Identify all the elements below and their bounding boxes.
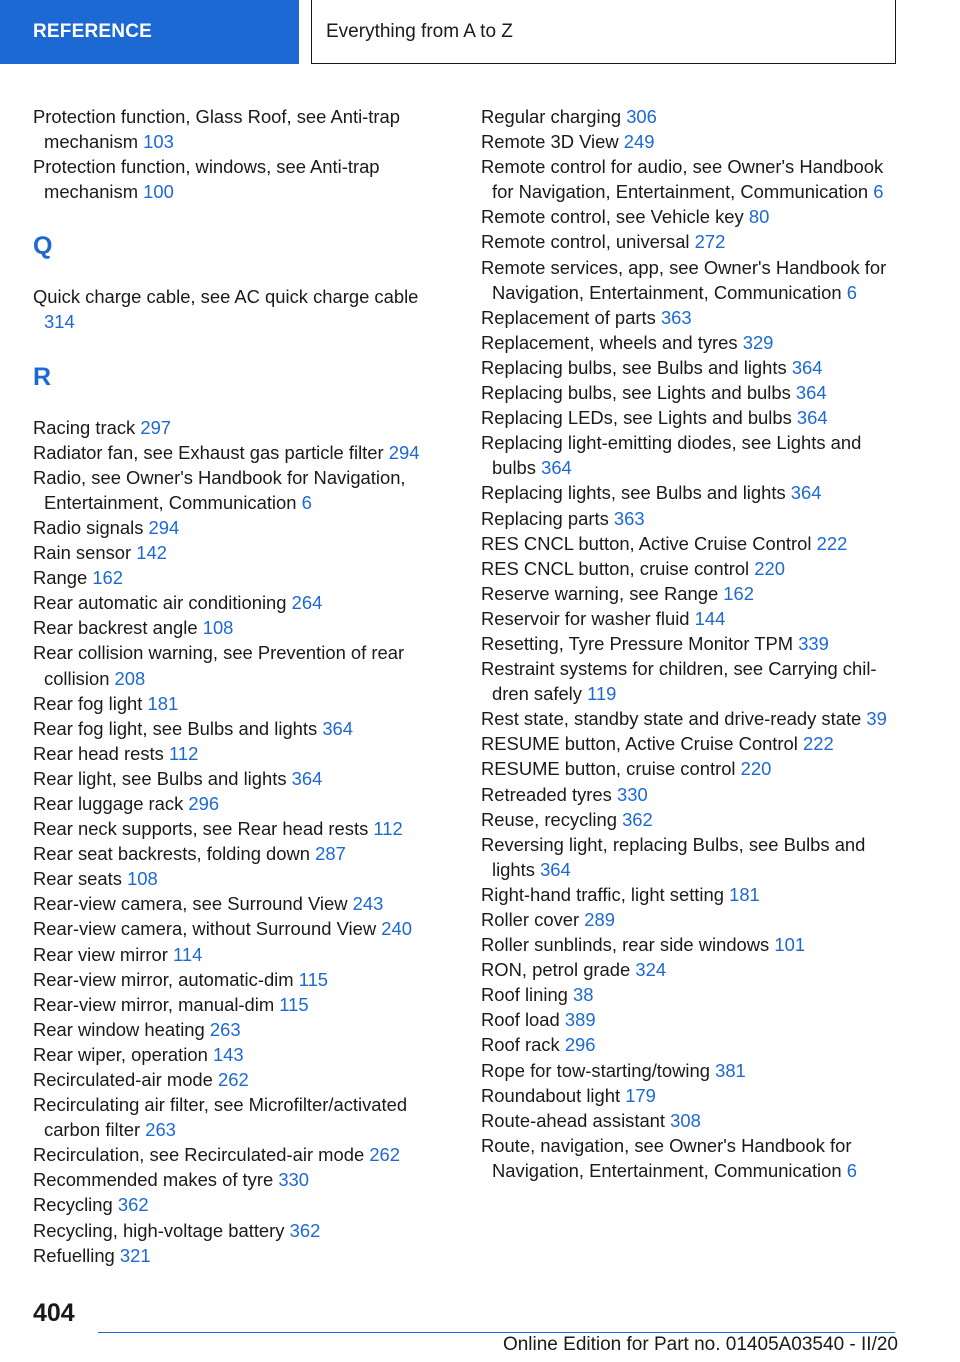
page-reference-link[interactable]: 294 — [388, 441, 420, 463]
page-reference-link[interactable]: 119 — [587, 683, 617, 705]
index-entry-text: Rear fog light, see Bulbs and lights — [33, 717, 318, 739]
index-entry-text: Radio signals — [33, 516, 144, 538]
index-entry — [33, 1142, 443, 1167]
index-column-right — [481, 104, 901, 1183]
index-entry — [481, 255, 901, 305]
index-entry — [481, 957, 901, 982]
index-entry — [33, 816, 443, 841]
index-entry-text: Rear view mirror — [33, 943, 168, 965]
index-entry-text: Recirculated-air mode — [33, 1069, 213, 1090]
index-entry — [33, 841, 443, 866]
index-entry — [33, 615, 443, 640]
index-entry-text: Rear wiper, operation — [33, 1043, 208, 1065]
index-entry-text: Rear neck supports, see Rear head rests — [33, 818, 369, 840]
index-entry-text: Rope for tow-starting/towing — [481, 1059, 710, 1081]
index-entry-text: Restraint systems for children, see Carrying children safely — [481, 658, 877, 705]
index-entry-text: Recommended makes of tyre — [33, 1169, 274, 1191]
index-entry — [481, 556, 901, 581]
page-reference-link[interactable]: 263 — [209, 1018, 241, 1040]
page-reference-link[interactable]: 100 — [143, 181, 174, 203]
index-entry — [33, 942, 443, 967]
index-entry — [481, 756, 901, 781]
page-reference-link[interactable]: 364 — [795, 382, 827, 404]
index-entry-text: Rear-view mirror, automatic-dim — [33, 968, 294, 990]
index-entry — [481, 1007, 901, 1032]
page-reference-link[interactable]: 103 — [143, 131, 174, 153]
index-entry-text: Range — [33, 567, 88, 589]
page-reference-link[interactable]: 6 — [846, 1159, 857, 1181]
index-entry — [33, 1042, 443, 1067]
index-entry-text: Replacement of parts — [481, 306, 656, 328]
page-reference-link[interactable]: 363 — [660, 306, 692, 328]
index-entry — [481, 606, 901, 631]
index-entry-text: Rear automatic air conditioning — [33, 592, 287, 614]
index-column-left — [33, 104, 443, 1268]
page-reference-link[interactable]: 364 — [291, 767, 323, 789]
page-reference-link[interactable]: 222 — [802, 733, 834, 755]
page-reference-link[interactable]: 329 — [742, 331, 774, 353]
page-reference-link[interactable]: 264 — [291, 592, 323, 614]
index-entry — [33, 284, 443, 334]
index-entry-text: Remote services, app, see Owner's Handbook for Navigation, Entertainment, Communication — [481, 256, 892, 303]
page-reference-link[interactable]: 243 — [352, 893, 384, 915]
page-reference-link[interactable]: 362 — [622, 808, 653, 830]
index-entry — [481, 405, 901, 430]
index-entry-text: Radiator fan, see Exhaust gas particle filter — [33, 441, 384, 463]
index-entry — [33, 967, 443, 992]
page-reference-link[interactable]: 306 — [626, 106, 657, 127]
index-entry-text: Resetting, Tyre Pressure Monitor TPM — [481, 632, 794, 654]
page-reference-link[interactable]: 112 — [373, 818, 403, 840]
page-reference-link[interactable]: 249 — [623, 131, 655, 153]
page-number: 404 — [33, 1299, 75, 1327]
index-entry-text: Recycling — [33, 1194, 113, 1216]
index-entry — [33, 716, 443, 741]
index-entry-text: Rear-view camera, without Surround View — [33, 918, 377, 940]
index-entry-text: Rear light, see Bulbs and lights — [33, 767, 287, 789]
index-entry-text: Rear window heating — [33, 1018, 205, 1040]
index-entry — [33, 916, 443, 941]
index-entry-text: RES CNCL button, cruise control — [481, 557, 750, 579]
index-letter-heading: R — [33, 362, 52, 391]
index-entry-text: Quick charge cable, see AC quick charge cable — [33, 286, 419, 308]
index-entry — [33, 640, 443, 690]
index-entry-text: Reserve warning, see Range — [481, 582, 719, 604]
index-entry — [481, 1108, 901, 1133]
page-reference-link[interactable]: 114 — [173, 943, 203, 965]
index-entry — [33, 1218, 443, 1243]
index-entry — [481, 330, 901, 355]
index-entry — [481, 932, 901, 957]
page-reference-link[interactable]: 263 — [145, 1119, 176, 1141]
index-entry — [33, 154, 443, 204]
index-entry-text: Rear-view mirror, manual-dim — [33, 993, 275, 1015]
index-entry-text: Radio, see Owner's Handbook for Navigation, Entertainment, Communication — [33, 466, 411, 513]
index-entry-text: Replacement, wheels and tyres — [481, 331, 738, 353]
index-entry — [33, 766, 443, 791]
page-header — [311, 0, 896, 64]
page-reference-link[interactable]: 181 — [729, 883, 760, 905]
page-reference-link[interactable]: 115 — [279, 993, 309, 1015]
index-entry — [33, 415, 443, 440]
index-entry — [481, 1083, 901, 1108]
index-entry-text: Regular charging — [481, 106, 622, 127]
page-reference-link[interactable]: 208 — [114, 667, 146, 689]
index-entry — [481, 430, 901, 480]
index-entry — [33, 1243, 443, 1268]
index-entry-text: Racing track — [33, 416, 136, 438]
index-entry-text: RES CNCL button, Active Cruise Control — [481, 532, 812, 554]
page-reference-link[interactable]: 272 — [694, 231, 726, 253]
index-entry-text: Remote 3D View — [481, 131, 619, 153]
page-reference-link[interactable]: 363 — [613, 507, 645, 529]
index-entry — [33, 590, 443, 615]
index-entry-text: Rear collision warning, see Prevention of rear collision — [33, 642, 410, 689]
page-reference-link[interactable]: 162 — [723, 582, 754, 604]
index-entry-text: Refuelling — [33, 1244, 115, 1266]
index-entry — [481, 506, 901, 531]
page-reference-link[interactable]: 330 — [278, 1169, 310, 1191]
page-reference-link[interactable]: 222 — [816, 532, 848, 554]
page-reference-link[interactable]: 6 — [301, 491, 312, 513]
page-reference-link[interactable]: 289 — [584, 909, 615, 930]
page-reference-link[interactable]: 162 — [92, 567, 124, 589]
footer-edition: Online Edition for Part no. 01405A03540 - II/20 — [502, 1334, 898, 1355]
index-entry-text: RON, petrol grade — [481, 959, 631, 981]
page-reference-link[interactable]: 362 — [117, 1194, 149, 1216]
index-entry-text: Right-hand traffic, light setting — [481, 883, 724, 905]
index-entry — [33, 741, 443, 766]
index-entry — [481, 807, 901, 832]
index-entry-text: Roof load — [481, 1009, 560, 1031]
index-entry — [481, 982, 901, 1007]
index-entry-text: Protection function, Glass Roof, see Anti-trap mechanism — [33, 106, 406, 153]
index-entry — [33, 891, 443, 916]
index-entry-text: Roof lining — [481, 984, 568, 1006]
index-entry — [481, 204, 901, 229]
index-entry — [481, 832, 901, 882]
index-entry — [481, 154, 901, 204]
page-reference-link[interactable]: 389 — [564, 1009, 596, 1031]
index-entry — [33, 691, 443, 716]
index-entry-text: Roller cover — [481, 909, 580, 930]
page-reference-link[interactable]: 220 — [740, 758, 772, 780]
page-reference-link[interactable]: 220 — [754, 557, 785, 579]
page-reference-link[interactable]: 364 — [540, 858, 571, 880]
index-entry-text: Route-ahead assistant — [481, 1109, 666, 1131]
page-reference-link[interactable]: 108 — [127, 868, 158, 890]
index-entry — [33, 1067, 443, 1092]
index-entry-text: Reservoir for washer fluid — [481, 607, 690, 629]
index-entry-text: Rear backrest angle — [33, 617, 198, 639]
index-entry-text: Protection function, windows, see Anti-trap mechanism — [33, 156, 385, 203]
index-entry — [481, 581, 901, 606]
index-entry-text: Recycling, high-voltage battery — [33, 1219, 285, 1241]
index-entry — [481, 1133, 901, 1183]
page-reference-link[interactable]: 142 — [136, 542, 167, 564]
index-entry — [33, 565, 443, 590]
page-reference-link[interactable]: 364 — [790, 482, 822, 504]
index-entry — [481, 380, 901, 405]
index-entry — [481, 907, 901, 932]
index-entry — [33, 992, 443, 1017]
page-reference-link[interactable]: 364 — [322, 717, 354, 739]
index-entry-text: Rest state, standby state and drive-ready state — [481, 708, 862, 730]
footer-divider — [98, 1332, 895, 1333]
page-reference-link[interactable]: 364 — [796, 407, 828, 429]
page-reference-link[interactable]: 181 — [147, 692, 179, 714]
index-entry — [481, 882, 901, 907]
index-entry-text: Remote control, universal — [481, 231, 690, 253]
index-entry — [481, 731, 901, 756]
index-entry-text: Replacing light-emitting diodes, see Lights and bulbs — [481, 432, 867, 479]
section-label: REFERENCE — [33, 21, 152, 42]
page-reference-link[interactable]: 144 — [694, 607, 726, 629]
index-entry-text: Rear seats — [33, 868, 122, 890]
index-entry-text: Replacing parts — [481, 507, 609, 529]
index-entry-text: Roof rack — [481, 1034, 560, 1056]
page-reference-link[interactable]: 294 — [148, 516, 180, 538]
index-entry-text: Recirculation, see Recirculated-air mode — [33, 1144, 365, 1166]
index-entry-text: Reversing light, replacing Bulbs, see Bulbs and lights — [481, 833, 871, 880]
page-reference-link[interactable]: 364 — [791, 356, 823, 378]
index-entry-text: RESUME button, Active Cruise Control — [481, 733, 798, 755]
index-entry — [33, 1092, 443, 1142]
index-entry — [481, 104, 901, 129]
page-reference-link[interactable]: 262 — [369, 1144, 400, 1166]
index-entry — [481, 229, 901, 254]
index-entry — [33, 1017, 443, 1042]
page-reference-link[interactable]: 39 — [866, 708, 887, 730]
page-reference-link[interactable]: 240 — [381, 918, 412, 940]
page-reference-link[interactable]: 101 — [774, 934, 806, 956]
index-entry-text: Replacing bulbs, see Bulbs and lights — [481, 356, 787, 378]
index-entry — [33, 1167, 443, 1192]
index-entry — [33, 515, 443, 540]
index-entry-text: Rear-view camera, see Surround View — [33, 893, 348, 915]
index-entry-text: Rain sensor — [33, 542, 132, 564]
page-reference-link[interactable]: 38 — [573, 984, 594, 1006]
index-entry-text: Roundabout light — [481, 1084, 621, 1106]
index-entry-text: Remote control, see Vehicle key — [481, 206, 744, 228]
index-entry — [33, 866, 443, 891]
page-reference-link[interactable]: 296 — [564, 1034, 596, 1056]
index-entry — [481, 631, 901, 656]
section-tab — [0, 0, 299, 64]
page-reference-link[interactable]: 112 — [168, 742, 199, 764]
index-entry — [33, 104, 443, 154]
index-letter-heading: Q — [33, 232, 53, 261]
index-entry — [481, 782, 901, 807]
index-entry-text: Replacing lights, see Bulbs and lights — [481, 482, 786, 504]
page-reference-link[interactable]: 179 — [625, 1084, 656, 1106]
page-reference-link[interactable]: 364 — [541, 457, 572, 479]
page-reference-link[interactable]: 297 — [140, 416, 172, 438]
page-reference-link[interactable]: 330 — [616, 783, 648, 805]
index-entry-text: Reuse, recycling — [481, 808, 617, 830]
index-entry — [481, 355, 901, 380]
page-reference-link[interactable]: 362 — [289, 1219, 321, 1241]
index-entry-text: RESUME button, cruise control — [481, 758, 736, 780]
page-reference-link[interactable]: 6 — [846, 281, 857, 303]
index-entry-text: Retreaded tyres — [481, 783, 612, 805]
index-entry — [33, 791, 443, 816]
index-entry-text: Roller sunblinds, rear side windows — [481, 934, 770, 956]
index-entry — [33, 540, 443, 565]
index-entry — [33, 465, 443, 515]
index-entry — [481, 531, 901, 556]
page-title: Everything from A to Z — [326, 20, 513, 42]
index-entry-text: Route, navigation, see Owner's Handbook for Navigation, Entertainment, Communication — [481, 1134, 857, 1181]
page-reference-link[interactable]: 339 — [798, 632, 829, 654]
page-reference-link[interactable]: 108 — [202, 617, 234, 639]
page-reference-link[interactable]: 314 — [44, 311, 75, 333]
page-reference-link[interactable]: 324 — [635, 959, 667, 981]
index-entry-text: Replacing bulbs, see Lights and bulbs — [481, 382, 791, 404]
index-entry — [33, 440, 443, 465]
page-reference-link[interactable]: 381 — [715, 1059, 746, 1081]
page-reference-link[interactable]: 143 — [212, 1043, 244, 1065]
page-reference-link[interactable]: 115 — [298, 968, 329, 990]
index-entry-text: Rear fog light — [33, 692, 143, 714]
index-entry — [481, 305, 901, 330]
index-entry-text: Rear luggage rack — [33, 792, 184, 814]
index-entry-text: Rear head rests — [33, 742, 164, 764]
index-entry-text: Remote control for audio, see Owner's Handbook for Navigation, Entertainment, Communication — [481, 156, 889, 203]
index-entry — [481, 656, 901, 706]
index-entry-text: Recirculating air filter, see Microfilter/activated carbon filter — [33, 1094, 413, 1141]
page-reference-link[interactable]: 262 — [218, 1069, 249, 1090]
index-entry-text: Replacing LEDs, see Lights and bulbs — [481, 407, 792, 429]
page-reference-link[interactable]: 80 — [748, 206, 770, 228]
index-entry — [481, 1032, 901, 1057]
index-entry — [481, 1058, 901, 1083]
page-reference-link[interactable]: 308 — [670, 1109, 701, 1131]
index-entry — [481, 129, 901, 154]
index-entry — [481, 706, 901, 731]
index-entry — [481, 480, 901, 505]
index-entry-text: Rear seat backrests, folding down — [33, 843, 311, 865]
page-reference-link[interactable]: 6 — [873, 181, 884, 203]
index-entry — [33, 1192, 443, 1217]
page-reference-link[interactable]: 296 — [188, 792, 220, 814]
page-reference-link[interactable]: 321 — [119, 1244, 151, 1266]
page-reference-link[interactable]: 287 — [315, 843, 346, 865]
